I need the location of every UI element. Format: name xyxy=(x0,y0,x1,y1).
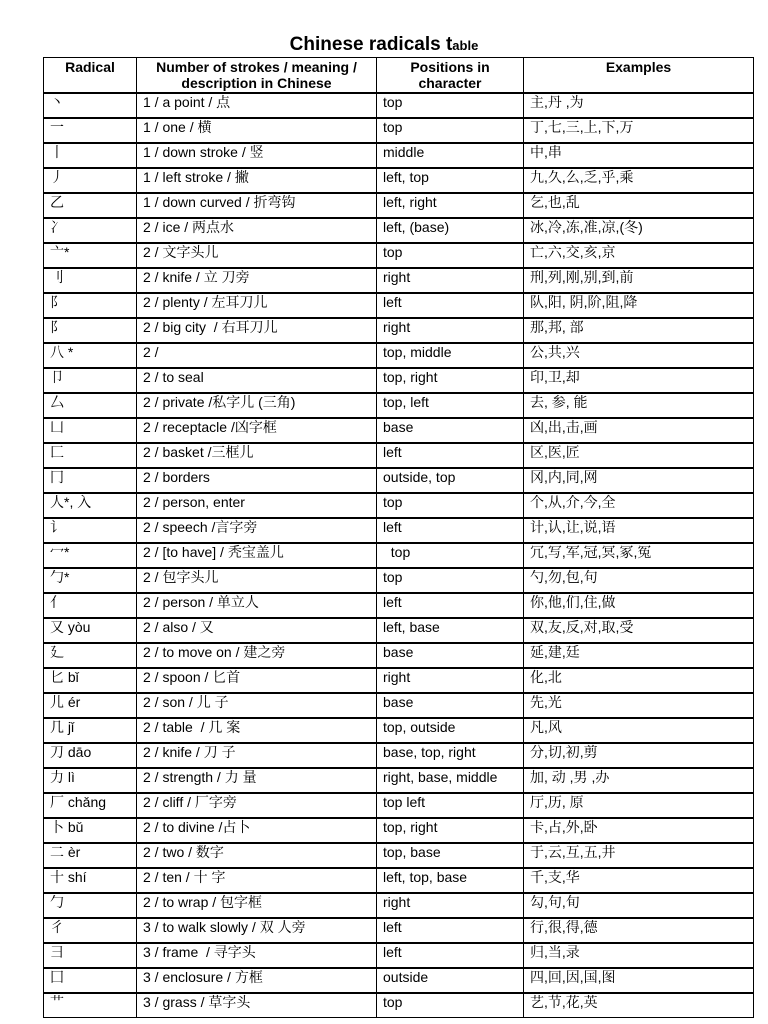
table-row xyxy=(44,393,754,418)
table-row xyxy=(44,593,754,618)
radical-cell xyxy=(44,143,137,168)
examples-cell: 分,切,初,剪 xyxy=(524,743,754,768)
meaning-cell: 2 / 包字头儿 xyxy=(137,568,377,593)
examples-cell: 主,丹 ,为 xyxy=(524,93,754,118)
examples-cell: 公,共,兴 xyxy=(524,343,754,368)
radical-glyph: 匕 xyxy=(50,669,64,685)
radical-pinyin: shí xyxy=(67,869,87,885)
radical-glyph: 刀 xyxy=(50,744,64,760)
radical-cell xyxy=(44,768,137,793)
meaning-cell: 2 / cliff / 厂字旁 xyxy=(137,793,377,818)
position-cell: top xyxy=(377,993,524,1018)
meaning-cell: 2 / private /私字儿 (三角) xyxy=(137,393,377,418)
radical-cell xyxy=(44,243,137,268)
position-cell: right xyxy=(377,318,524,343)
radical-cell xyxy=(44,218,137,243)
radical-glyph: 一 xyxy=(50,119,64,135)
meaning-cell: 2 / spoon / 匕首 xyxy=(137,668,377,693)
examples-cell: 化,北 xyxy=(524,668,754,693)
header-positions: Positions in character xyxy=(377,58,524,94)
position-cell: top left xyxy=(377,793,524,818)
radical-cell xyxy=(44,993,137,1018)
position-cell: top xyxy=(377,243,524,268)
position-cell: left xyxy=(377,443,524,468)
meaning-cell: 2 / to move on / 建之旁 xyxy=(137,643,377,668)
radical-glyph: 勹* xyxy=(50,569,70,585)
position-cell: left, top, base xyxy=(377,868,524,893)
radical-cell xyxy=(44,493,137,518)
table-header-row xyxy=(44,58,754,94)
radical-glyph: 阝 xyxy=(50,319,64,335)
meaning-cell: 2 / big city / 右耳刀儿 xyxy=(137,318,377,343)
radical-pinyin: lì xyxy=(67,769,75,785)
radical-cell xyxy=(44,468,137,493)
meaning-cell: 2 / ten / 十 字 xyxy=(137,868,377,893)
table-row xyxy=(44,743,754,768)
meaning-cell: 1 / down curved / 折弯钩 xyxy=(137,193,377,218)
table-row xyxy=(44,693,754,718)
position-cell: middle xyxy=(377,143,524,168)
examples-cell: 厅,历, 原 xyxy=(524,793,754,818)
position-cell: top, outside xyxy=(377,718,524,743)
table-row xyxy=(44,218,754,243)
table-row xyxy=(44,993,754,1018)
radical-glyph: 亻 xyxy=(50,594,64,610)
examples-cell: 乞,也,乱 xyxy=(524,193,754,218)
position-cell: top, right xyxy=(377,818,524,843)
meaning-cell: 2 / speech /言字旁 xyxy=(137,518,377,543)
meaning-cell: 3 / to walk slowly / 双 人旁 xyxy=(137,918,377,943)
examples-cell: 于,云,互,五,井 xyxy=(524,843,754,868)
table-row xyxy=(44,468,754,493)
radical-glyph: 讠 xyxy=(50,519,64,535)
examples-cell: 那,邦, 部 xyxy=(524,318,754,343)
meaning-cell: 2 / to wrap / 包字框 xyxy=(137,893,377,918)
radical-cell xyxy=(44,618,137,643)
table-row xyxy=(44,418,754,443)
radical-glyph: 力 xyxy=(50,769,64,785)
radicals-table xyxy=(43,57,754,1018)
radical-glyph: 丶 xyxy=(50,94,64,110)
radical-glyph: 卜 xyxy=(50,819,64,835)
radical-cell xyxy=(44,918,137,943)
table-row xyxy=(44,918,754,943)
radical-glyph: 冂 xyxy=(50,469,64,485)
examples-cell: 刑,列,刚,别,到,前 xyxy=(524,268,754,293)
examples-cell: 双,友,反,对,取,受 xyxy=(524,618,754,643)
radical-cell xyxy=(44,593,137,618)
page-title xyxy=(0,34,768,57)
position-cell: left xyxy=(377,593,524,618)
radical-glyph: 人*, 入 xyxy=(50,494,92,510)
meaning-cell: 1 / left stroke / 撇 xyxy=(137,168,377,193)
position-cell: base, top, right xyxy=(377,743,524,768)
examples-cell: 勺,勿,包,句 xyxy=(524,568,754,593)
position-cell: base xyxy=(377,418,524,443)
radical-glyph: 艹 xyxy=(50,994,64,1010)
radical-cell xyxy=(44,968,137,993)
table-row xyxy=(44,443,754,468)
radical-glyph: 几 xyxy=(50,719,64,735)
position-cell: base xyxy=(377,693,524,718)
examples-cell: 归,当,录 xyxy=(524,943,754,968)
examples-cell: 先,光 xyxy=(524,693,754,718)
radical-glyph: 卩 xyxy=(50,369,64,385)
position-cell: top xyxy=(377,543,524,568)
table-row xyxy=(44,493,754,518)
meaning-cell: 2 / son / 儿 子 xyxy=(137,693,377,718)
table-row xyxy=(44,668,754,693)
radical-glyph: 彐 xyxy=(50,944,64,960)
page-title-main: Chinese radicals t xyxy=(289,34,453,55)
meaning-cell: 2 / knife / 立 刀旁 xyxy=(137,268,377,293)
radical-pinyin: chǎng xyxy=(67,794,107,810)
examples-cell: 中,串 xyxy=(524,143,754,168)
radical-pinyin: èr xyxy=(67,844,81,860)
table-row xyxy=(44,293,754,318)
examples-cell: 艺,节,花,英 xyxy=(524,993,754,1018)
examples-cell: 计,认,让,说,语 xyxy=(524,518,754,543)
meaning-cell: 2 / table / 几 案 xyxy=(137,718,377,743)
position-cell: outside, top xyxy=(377,468,524,493)
examples-cell: 延,建,廷 xyxy=(524,643,754,668)
radical-cell xyxy=(44,443,137,468)
table-row xyxy=(44,518,754,543)
examples-cell: 凶,出,击,画 xyxy=(524,418,754,443)
table-row xyxy=(44,968,754,993)
radical-glyph: 凵 xyxy=(50,419,64,435)
table-row xyxy=(44,168,754,193)
table-row xyxy=(44,843,754,868)
meaning-cell: 2 / ice / 两点水 xyxy=(137,218,377,243)
radical-cell xyxy=(44,118,137,143)
examples-cell: 千,支,华 xyxy=(524,868,754,893)
examples-cell: 丁,七,三,上,下,万 xyxy=(524,118,754,143)
meaning-cell: 2 / knife / 刀 子 xyxy=(137,743,377,768)
examples-cell: 印,卫,却 xyxy=(524,368,754,393)
position-cell: outside xyxy=(377,968,524,993)
position-cell: top xyxy=(377,493,524,518)
table-row xyxy=(44,93,754,118)
position-cell: top, left xyxy=(377,393,524,418)
meaning-cell: 2 / [to have] / 秃宝盖儿 xyxy=(137,543,377,568)
position-cell: top, right xyxy=(377,368,524,393)
radical-glyph: 匚 xyxy=(50,444,64,460)
radical-glyph: 刂 xyxy=(50,269,64,285)
meaning-cell: 2 / xyxy=(137,343,377,368)
radical-pinyin: yòu xyxy=(67,619,91,635)
examples-cell: 四,回,因,国,图 xyxy=(524,968,754,993)
radical-cell xyxy=(44,93,137,118)
position-cell: base xyxy=(377,643,524,668)
position-cell: left, base xyxy=(377,618,524,643)
radical-glyph: 厶 xyxy=(50,394,64,410)
radical-cell xyxy=(44,793,137,818)
table-row xyxy=(44,243,754,268)
position-cell: left xyxy=(377,918,524,943)
radical-cell xyxy=(44,843,137,868)
header-examples: Examples xyxy=(524,58,754,94)
examples-cell: 你,他,们,住,做 xyxy=(524,593,754,618)
meaning-cell: 3 / enclosure / 方框 xyxy=(137,968,377,993)
examples-cell: 加, 动 ,男 ,办 xyxy=(524,768,754,793)
radical-glyph: 囗 xyxy=(50,969,64,985)
radical-glyph: 八 * xyxy=(50,344,74,360)
table-row xyxy=(44,268,754,293)
position-cell: right xyxy=(377,893,524,918)
meaning-cell: 2 / plenty / 左耳刀儿 xyxy=(137,293,377,318)
radical-glyph: 冖* xyxy=(50,544,70,560)
radical-glyph: 廴 xyxy=(50,644,64,660)
table-row xyxy=(44,868,754,893)
position-cell: right xyxy=(377,268,524,293)
radical-glyph: 彳 xyxy=(50,919,64,935)
radical-cell xyxy=(44,693,137,718)
radical-glyph: 二 xyxy=(50,844,64,860)
examples-cell: 冗,写,军,冠,冥,冢,冤 xyxy=(524,543,754,568)
radical-cell xyxy=(44,868,137,893)
meaning-cell: 2 / person / 单立人 xyxy=(137,593,377,618)
radical-cell xyxy=(44,543,137,568)
radical-pinyin: dāo xyxy=(67,744,92,760)
meaning-cell: 1 / a point / 点 xyxy=(137,93,377,118)
position-cell: left xyxy=(377,518,524,543)
radical-glyph: 勹 xyxy=(50,894,64,910)
meaning-cell: 2 / basket /三框儿 xyxy=(137,443,377,468)
meaning-cell: 2 / to divine /占卜 xyxy=(137,818,377,843)
radical-glyph: 丨 xyxy=(50,144,64,160)
position-cell: left xyxy=(377,943,524,968)
position-cell: top, base xyxy=(377,843,524,868)
radical-cell xyxy=(44,393,137,418)
position-cell: left xyxy=(377,293,524,318)
radical-cell xyxy=(44,368,137,393)
meaning-cell: 2 / to seal xyxy=(137,368,377,393)
radical-cell xyxy=(44,168,137,193)
radical-cell xyxy=(44,643,137,668)
meaning-cell: 2 / person, enter xyxy=(137,493,377,518)
radical-cell xyxy=(44,293,137,318)
radical-cell xyxy=(44,718,137,743)
table-row xyxy=(44,618,754,643)
radical-cell xyxy=(44,568,137,593)
table-row xyxy=(44,318,754,343)
radical-cell xyxy=(44,893,137,918)
table-row xyxy=(44,118,754,143)
table-row xyxy=(44,768,754,793)
meaning-cell: 3 / frame / 寻字头 xyxy=(137,943,377,968)
meaning-cell: 3 / grass / 草字头 xyxy=(137,993,377,1018)
radical-cell xyxy=(44,518,137,543)
radical-cell xyxy=(44,418,137,443)
radical-glyph: 阝 xyxy=(50,294,64,310)
position-cell: left, (base) xyxy=(377,218,524,243)
table-row xyxy=(44,368,754,393)
radical-cell xyxy=(44,668,137,693)
examples-cell: 去, 参, 能 xyxy=(524,393,754,418)
position-cell: left, right xyxy=(377,193,524,218)
position-cell: top xyxy=(377,118,524,143)
position-cell: top xyxy=(377,568,524,593)
table-row xyxy=(44,143,754,168)
radical-cell xyxy=(44,318,137,343)
meaning-cell: 2 / strength / 力 量 xyxy=(137,768,377,793)
examples-cell: 个,从,介,今,全 xyxy=(524,493,754,518)
table-row xyxy=(44,343,754,368)
radical-glyph: 厂 xyxy=(50,794,64,810)
radical-pinyin: bǐ xyxy=(67,669,79,685)
radical-cell xyxy=(44,818,137,843)
page-title-small: able xyxy=(452,38,479,53)
position-cell: right xyxy=(377,668,524,693)
table-row xyxy=(44,943,754,968)
radical-cell xyxy=(44,943,137,968)
examples-cell: 队,阳, 阴,阶,阻,降 xyxy=(524,293,754,318)
radical-cell xyxy=(44,343,137,368)
examples-cell: 冰,冷,冻,准,凉,(冬) xyxy=(524,218,754,243)
position-cell: top, middle xyxy=(377,343,524,368)
radical-glyph: 儿 xyxy=(50,694,64,710)
meaning-cell: 2 / 文字头儿 xyxy=(137,243,377,268)
radical-cell xyxy=(44,743,137,768)
table-row xyxy=(44,568,754,593)
table-row xyxy=(44,893,754,918)
table-row xyxy=(44,643,754,668)
radical-pinyin: ér xyxy=(67,694,81,710)
meaning-cell: 2 / also / 又 xyxy=(137,618,377,643)
position-cell: top xyxy=(377,93,524,118)
table-row xyxy=(44,718,754,743)
examples-cell: 凡,风 xyxy=(524,718,754,743)
radical-glyph: 乙 xyxy=(50,194,64,210)
radical-cell xyxy=(44,193,137,218)
examples-cell: 行,很,得,德 xyxy=(524,918,754,943)
radical-glyph: 十 xyxy=(50,869,64,885)
table-row xyxy=(44,793,754,818)
position-cell: left, top xyxy=(377,168,524,193)
meaning-cell: 1 / down stroke / 竖 xyxy=(137,143,377,168)
table-row xyxy=(44,818,754,843)
meaning-cell: 2 / borders xyxy=(137,468,377,493)
radical-glyph: 亠* xyxy=(50,244,70,260)
meaning-cell: 2 / two / 数字 xyxy=(137,843,377,868)
radical-pinyin: bǔ xyxy=(67,819,84,835)
radical-glyph: 又 xyxy=(50,619,64,635)
examples-cell: 冈,内,同,网 xyxy=(524,468,754,493)
radical-cell xyxy=(44,268,137,293)
radical-pinyin: jǐ xyxy=(67,719,75,735)
examples-cell: 亡,六,交,亥,京 xyxy=(524,243,754,268)
examples-cell: 九,久,么,乏,乎,乘 xyxy=(524,168,754,193)
table-body xyxy=(44,93,754,1018)
table-row xyxy=(44,543,754,568)
meaning-cell: 1 / one / 横 xyxy=(137,118,377,143)
radical-glyph: 丿 xyxy=(50,169,64,185)
examples-cell: 区,医,匠 xyxy=(524,443,754,468)
radical-glyph: 冫 xyxy=(50,219,64,235)
position-cell: right, base, middle xyxy=(377,768,524,793)
header-radical: Radical xyxy=(44,58,137,94)
header-strokes: Number of strokes / meaning / description in Chinese xyxy=(137,58,377,94)
meaning-cell: 2 / receptacle /凶字框 xyxy=(137,418,377,443)
table-row xyxy=(44,193,754,218)
examples-cell: 卡,占,外,卧 xyxy=(524,818,754,843)
examples-cell: 勾,句,旬 xyxy=(524,893,754,918)
